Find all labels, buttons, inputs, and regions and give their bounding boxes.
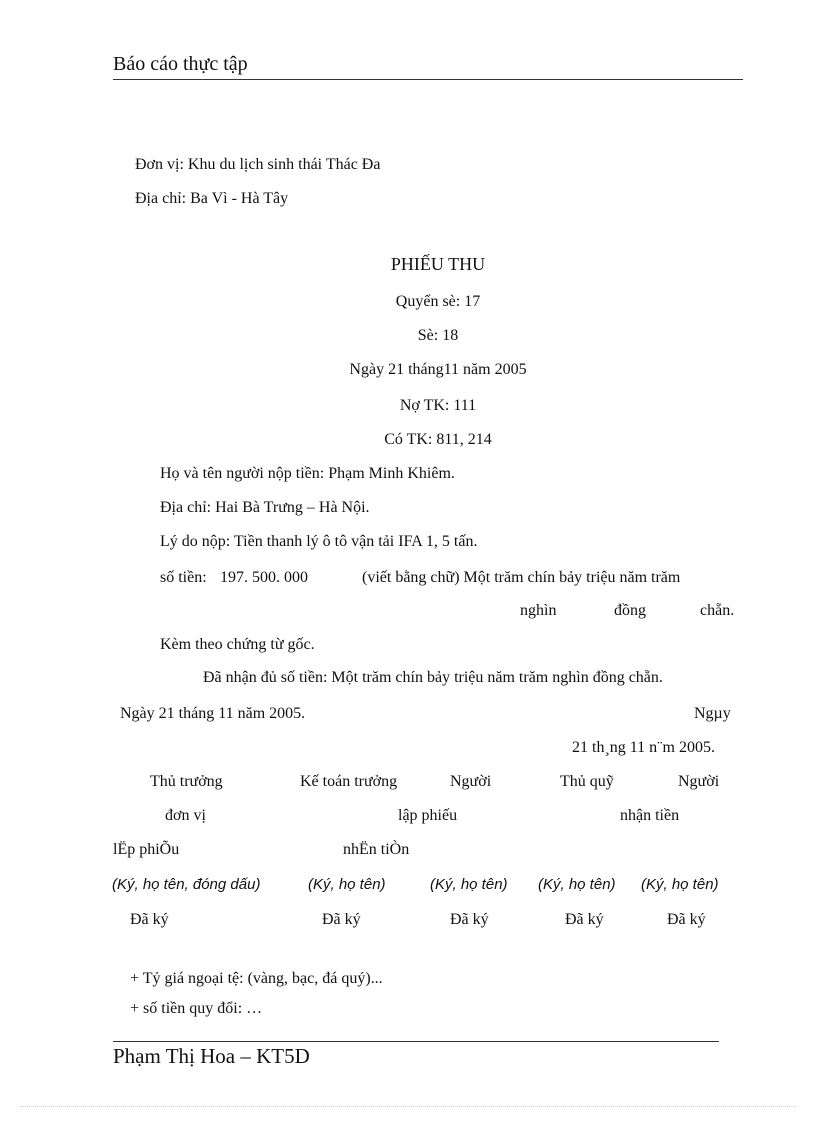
- sig-note-director: (Ký, họ tên, đóng dấu): [112, 876, 261, 893]
- sig-title-chief-accountant: Kế toán trưởng: [300, 773, 398, 790]
- sig-signed-director: Đã ký: [130, 911, 169, 928]
- payer-address: Địa chỉ: Hai Bà Trưng – Hà Nội.: [160, 499, 370, 516]
- amount-label: số tiền:: [160, 569, 207, 586]
- footer-author: Phạm Thị Hoa – KT5D: [113, 1044, 310, 1068]
- unit-name: Đơn vị: Khu du lịch sinh thái Thác Đa: [135, 156, 381, 173]
- attachment-note: Kèm theo chứng từ gốc.: [160, 636, 315, 653]
- header-divider: [113, 79, 743, 80]
- payer-name: Họ và tên người nộp tiền: Phạm Minh Khiêm.: [160, 465, 455, 482]
- page-bottom-border: [20, 1106, 796, 1107]
- sig-note-cashier: (Ký, họ tên): [538, 876, 616, 893]
- exchange-rate-note: + Tỷ giá ngoại tệ: (vàng, bạc, đá quý)...: [130, 970, 383, 987]
- amount-words-chan: chẵn.: [700, 602, 735, 619]
- sig-title-director-unit: đơn vị: [165, 807, 206, 824]
- sig-signed-chief-accountant: Đã ký: [322, 911, 361, 928]
- amount-words-nghin: nghìn: [520, 602, 557, 619]
- date-left: Ngày 21 tháng 11 năm 2005.: [120, 705, 306, 722]
- sig-title-preparer-line2: lập phiếu: [398, 807, 458, 824]
- receipt-date: Ngày 21 tháng11 năm 2005: [349, 361, 527, 378]
- amount-words-dong: đồng: [614, 602, 646, 619]
- converted-amount-note: + số tiền quy đổi: …: [130, 1000, 263, 1017]
- receipt-credit: Có TK: 811, 214: [384, 431, 492, 448]
- receipt-title: PHIẾU THU: [390, 254, 486, 274]
- amount-words-line1: (viết bằng chữ) Một trăm chín bảy triệu năm trăm: [362, 569, 681, 586]
- sig-note-preparer: (Ký, họ tên): [430, 876, 508, 893]
- received-amount: Đã nhận đủ số tiền: Một trăm chín bảy triệu năm trăm nghìn đồng chẵn.: [203, 669, 663, 686]
- amount-value: 197. 500. 000: [220, 569, 308, 586]
- receipt-debit: Nợ TK: 111: [399, 397, 477, 414]
- receipt-book: Quyển sè: 17: [395, 293, 481, 310]
- sig-title-director: Thủ trưởng: [150, 773, 223, 790]
- sig-note-receiver: (Ký, họ tên): [641, 876, 719, 893]
- footer-divider: [113, 1041, 719, 1042]
- sig-title-preparer: Người: [450, 773, 492, 790]
- payment-reason: Lý do nộp: Tiền thanh lý ô tô vận tải IFA 1, 5 tấn.: [160, 533, 478, 550]
- report-header-title: Báo cáo thực tập: [113, 53, 248, 75]
- sig-garbled-preparer: lËp phiÕu: [113, 841, 180, 858]
- sig-title-receiver: Người: [678, 773, 720, 790]
- date-right-line2: 21 th¸ng 11 n¨m 2005.: [572, 739, 715, 756]
- unit-address: Địa chỉ: Ba Vì - Hà Tây: [135, 190, 289, 207]
- sig-title-receiver-line2: nhận tiền: [620, 807, 680, 824]
- sig-title-cashier: Thủ quỹ: [560, 773, 614, 790]
- date-right-line1: Ngµy: [694, 705, 731, 722]
- sig-note-chief-accountant: (Ký, họ tên): [308, 876, 386, 893]
- sig-signed-cashier: Đã ký: [565, 911, 604, 928]
- sig-signed-preparer: Đã ký: [450, 911, 489, 928]
- sig-garbled-receiver: nhËn tiÒn: [343, 841, 410, 858]
- receipt-number: Sè: 18: [417, 327, 459, 344]
- sig-signed-receiver: Đã ký: [667, 911, 706, 928]
